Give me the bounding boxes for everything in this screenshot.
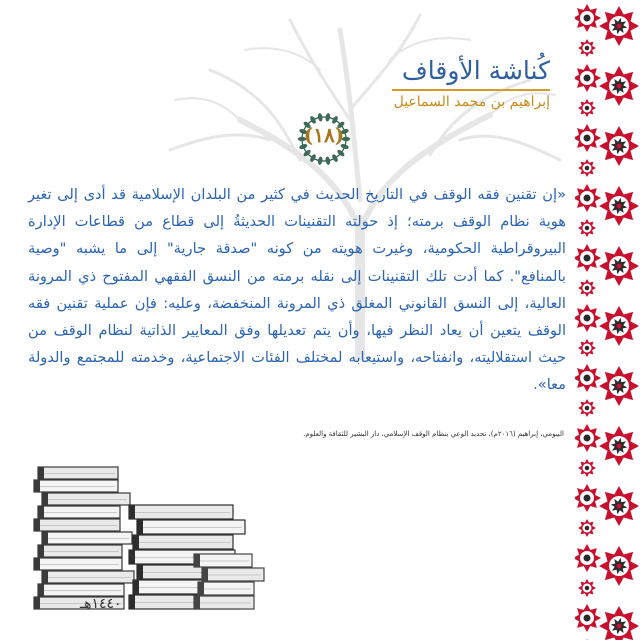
page-title: كُناشة الأوقاف (401, 56, 550, 85)
star-medallion (599, 366, 639, 406)
star-medallion (599, 486, 639, 526)
star-medallion (575, 64, 601, 92)
star-medallion (599, 126, 639, 166)
book (38, 506, 120, 518)
star-medallion (575, 184, 601, 212)
geometric-star-ornament (575, 0, 640, 640)
title-underline (392, 89, 550, 91)
star-medallion (599, 186, 639, 226)
star-medallion (575, 124, 601, 152)
star-medallion (575, 604, 601, 632)
book (133, 535, 233, 549)
star-medallion (599, 606, 639, 640)
star-medallion (575, 244, 601, 272)
star-medallion (578, 519, 596, 537)
citation: البيومي، إبراهيم (٢٠١٦م)، تجديد الوعي بنظام الوقف الإسلامي، دار البشير للثقافة والعلوم. (303, 430, 564, 438)
book (34, 480, 118, 492)
star-medallion (578, 279, 596, 297)
book (42, 532, 132, 544)
entry-number: (١٨) (303, 123, 345, 147)
book (42, 493, 130, 505)
author-name: إبراهيم بن محمد السماعيل (393, 94, 550, 110)
book (194, 596, 254, 609)
book (34, 558, 122, 570)
star-medallion (575, 364, 601, 392)
star-medallion (578, 219, 596, 237)
book (38, 467, 118, 479)
star-medallion (575, 4, 601, 32)
book (137, 520, 245, 534)
year-label: ١٤٤٠هـ (80, 596, 122, 612)
star-medallion (599, 246, 639, 286)
book (198, 582, 254, 595)
book (194, 554, 252, 567)
star-medallion (599, 546, 639, 586)
quote-text: «إن تقنين فقه الوقف في التاريخ الحديث في كثير من البلدان الإسلامية قد أدى إلى تغير هوية نظام الوقف برمته؛ إذ حولته التقنينات الحديثةُ إلى قطاع من قطاعات الإدارة البيروقراطية الحكومية، وغيرت هويته من كونه "صدقة جارية" إلى ما يشبه "وصية بالمنافع". كما أدت تلك التقنينات إلى نقله برمته من النسق الفقهي المفتوح ذي المرونة العالية، إلى النسق القانوني المغلق ذي المرونة المنخفضة، وعليه: فإن عملية تقنين فقه الوقف يتعين أن يعاد النظر فيها، وأن يتم تعديلها وفق المعايير الذاتية لنظام الوقف من حيث استقلاليته، وانفتاحه، واستيعابه لمختلف الفئات الاجتماعية، وخدمته للمجتمع والدولة معا». (28, 186, 566, 394)
star-medallion (575, 304, 601, 332)
star-medallion (578, 159, 596, 177)
star-medallion (578, 39, 596, 57)
star-medallion (575, 544, 601, 572)
book (42, 571, 134, 583)
book (202, 568, 264, 581)
book (38, 584, 124, 596)
star-medallion (578, 99, 596, 117)
star-medallion (599, 66, 639, 106)
star-medallion (575, 484, 601, 512)
stacked-books-illustration (28, 430, 268, 620)
book (129, 505, 233, 519)
star-medallion (599, 426, 639, 466)
star-medallion (578, 579, 596, 597)
star-medallion (578, 459, 596, 477)
star-medallion (599, 6, 639, 46)
star-medallion (578, 339, 596, 357)
star-medallion (575, 424, 601, 452)
book (38, 545, 122, 557)
star-medallion (578, 399, 596, 417)
star-medallion (599, 306, 639, 346)
book (34, 519, 120, 531)
